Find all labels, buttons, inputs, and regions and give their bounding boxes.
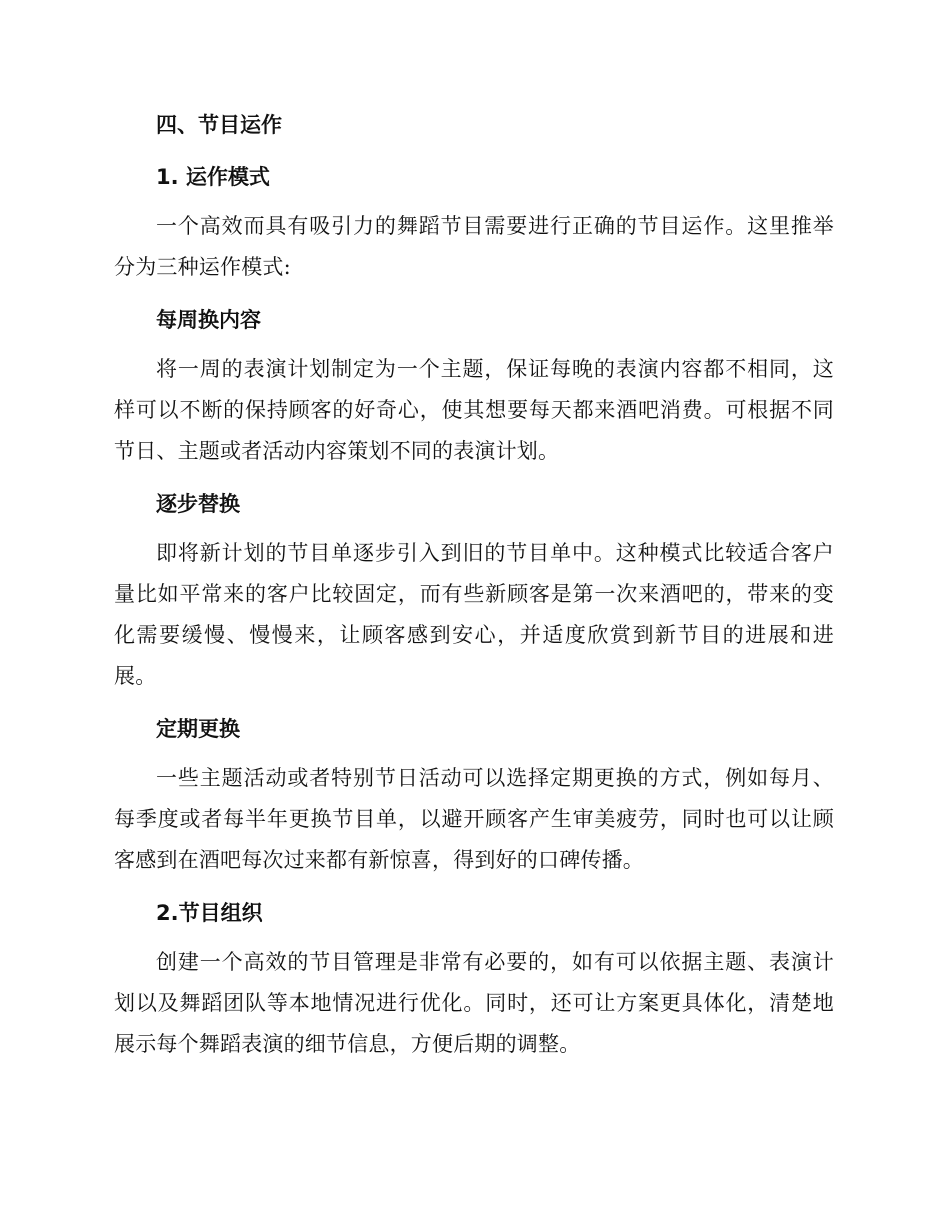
paragraph-weekly: 将一周的表演计划制定为一个主题，保证每晚的表演内容都不相同，这样可以不断的保持顾客的好奇心，使其想要每天都来酒吧消费。可根据不同节日、主题或者活动内容策划不同的表演计划。 bbox=[114, 357, 834, 463]
paragraph-program-organization: 创建一个高效的节目管理是非常有必要的，如有可以依据主题、表演计划以及舞蹈团队等本地情况进行优化。同时，还可让方案更具体化，清楚地展示每个舞蹈表演的细节信息，方便后期的调整。 bbox=[114, 950, 834, 1056]
mode-title-weekly: 每周换内容 bbox=[156, 308, 261, 332]
document-body bbox=[114, 104, 834, 1065]
subsection-title-program-organization: 2.节目组织 bbox=[156, 901, 263, 925]
mode-title-gradual: 逐步替换 bbox=[156, 492, 240, 516]
paragraph-intro: 一个高效而具有吸引力的舞蹈节目需要进行正确的节目运作。这里推举分为三种运作模式: bbox=[114, 214, 834, 279]
subsection-title-operation-mode: 1. 运作模式 bbox=[156, 165, 270, 189]
paragraph-gradual: 即将新计划的节目单逐步引入到旧的节目单中。这种模式比较适合客户量比如平常来的客户比较固定，而有些新顾客是第一次来酒吧的，带来的变化需要缓慢、慢慢来，让顾客感到安心，并适度欣赏到新节目的进展和进展。 bbox=[114, 541, 834, 688]
mode-title-periodic: 定期更换 bbox=[156, 717, 240, 741]
paragraph-periodic: 一些主题活动或者特别节日活动可以选择定期更换的方式，例如每月、每季度或者每半年更换节目单，以避开顾客产生审美疲劳，同时也可以让顾客感到在酒吧每次过来都有新惊喜，得到好的口碑传播。 bbox=[114, 766, 834, 872]
section-title: 四、节目运作 bbox=[156, 113, 282, 137]
